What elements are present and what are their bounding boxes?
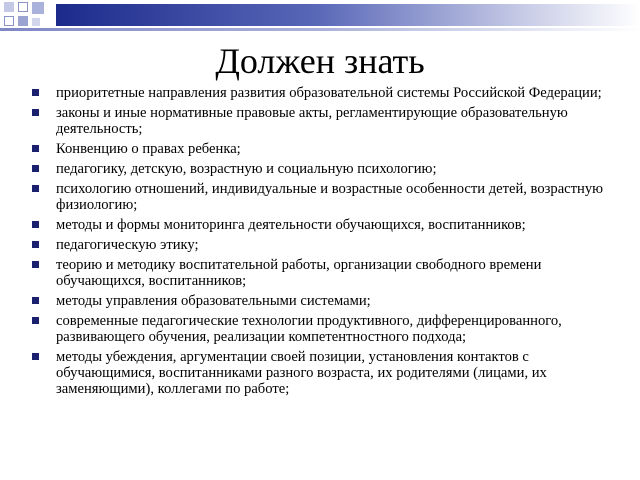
list-item-text: теорию и методику воспитательной работы, организации свободного времени обучающихся, воспитанников; — [56, 257, 542, 289]
square-bullet-icon — [32, 165, 39, 172]
list-item — [32, 217, 622, 233]
list-item-text: приоритетные направления развития образовательной системы Российской Федерации; — [56, 85, 602, 101]
square-bullet-icon — [32, 221, 39, 228]
list-item — [32, 85, 622, 101]
square-bullet-icon — [32, 109, 39, 116]
header-decoration — [0, 0, 640, 40]
list-item — [32, 161, 622, 177]
list-item-text: педагогику, детскую, возрастную и социальную психологию; — [56, 161, 437, 177]
square-bullet-icon — [32, 145, 39, 152]
square-bullet-icon — [32, 89, 39, 96]
list-item — [32, 105, 622, 137]
list-item — [32, 141, 622, 157]
square-bullet-icon — [32, 317, 39, 324]
list-item-text: Конвенцию о правах ребенка; — [56, 141, 241, 157]
decor-square — [4, 2, 14, 12]
list-item-text: психологию отношений, индивидуальные и возрастные особенности детей, возрастную физиологию; — [56, 181, 604, 213]
list-item — [32, 349, 622, 397]
list-item-text: современные педагогические технологии продуктивного, дифференцированного, развивающего обучения, реализации компетентностного подхода; — [56, 313, 562, 345]
list-item-text: методы убеждения, аргументации своей позиции, установления контактов с обучающимися, воспитанниками разного возраста, их родителями (лицами, их заменяющими), коллегами по работе; — [56, 349, 547, 397]
square-bullet-icon — [32, 185, 39, 192]
decor-square — [18, 16, 28, 26]
square-bullet-icon — [32, 297, 39, 304]
list-item — [32, 313, 622, 345]
list-item — [32, 257, 622, 289]
header-band — [56, 4, 640, 26]
list-item-text: законы и иные нормативные правовые акты, регламентирующие образовательную деятельность; — [56, 105, 568, 137]
list-item-text: методы и формы мониторинга деятельности обучающихся, воспитанников; — [56, 217, 526, 233]
list-item — [32, 181, 622, 213]
decor-square — [32, 2, 44, 14]
decor-square — [32, 18, 40, 26]
square-bullet-icon — [32, 261, 39, 268]
requirements-list — [32, 85, 622, 401]
square-bullet-icon — [32, 241, 39, 248]
list-item — [32, 237, 622, 253]
slide-title: Должен знать — [215, 41, 425, 81]
decor-square — [18, 2, 28, 12]
list-item — [32, 293, 622, 309]
list-item-text: педагогическую этику; — [56, 237, 199, 253]
square-bullet-icon — [32, 353, 39, 360]
decor-square — [4, 16, 14, 26]
list-item-text: методы управления образовательными системами; — [56, 293, 371, 309]
header-stripe — [0, 28, 640, 31]
